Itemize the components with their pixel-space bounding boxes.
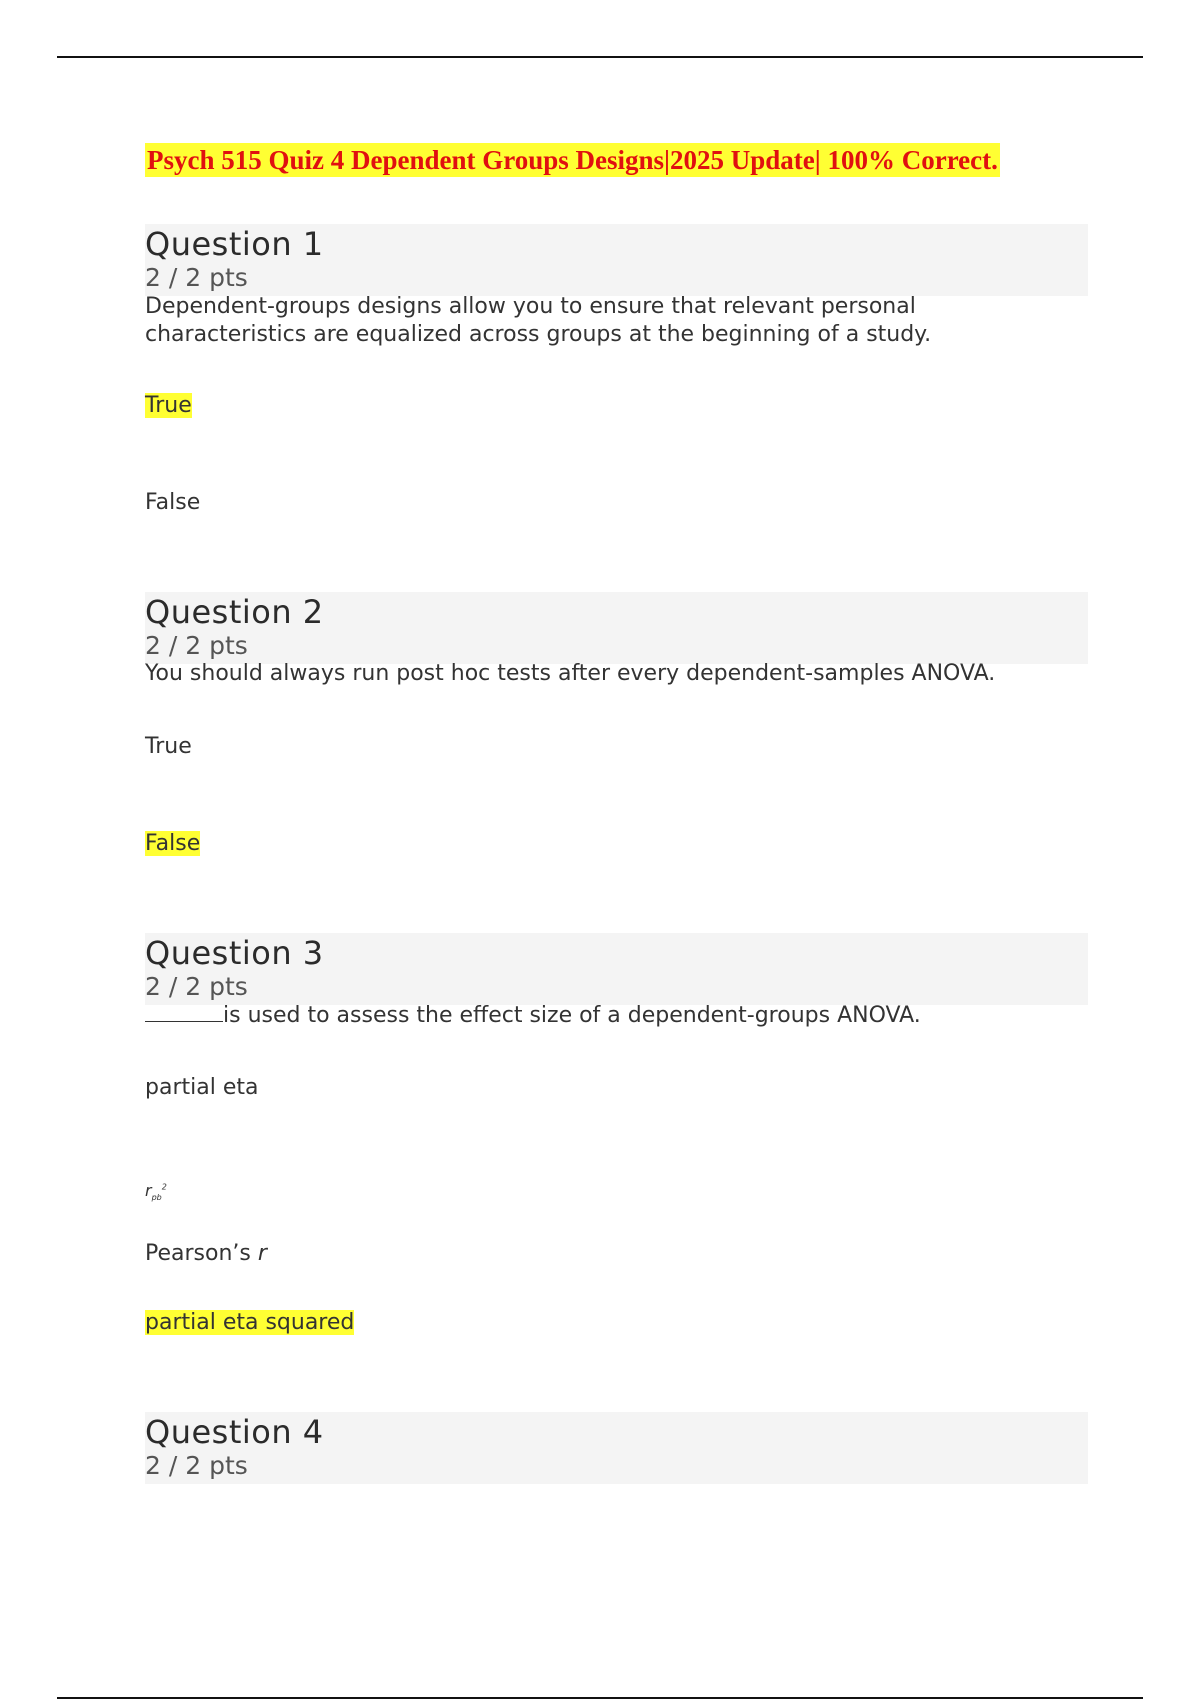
question-text: is used to assess the effect size of a dependent-groups ANOVA. bbox=[145, 1001, 1045, 1030]
question-title: Question 3 bbox=[145, 934, 324, 972]
question-4-header bbox=[145, 1412, 1088, 1484]
document-title: Psych 515 Quiz 4 Dependent Groups Designs|2025 Update| 100% Correct. bbox=[147, 145, 998, 175]
question-text: You should always run post hoc tests after every dependent-samples ANOVA. bbox=[145, 661, 996, 686]
question-2-header bbox=[145, 592, 1088, 664]
answer-option-correct[interactable]: True bbox=[145, 393, 192, 418]
answer-option-correct[interactable]: False bbox=[145, 831, 201, 856]
answer-option[interactable]: partial eta bbox=[145, 1075, 259, 1100]
question-points: 2 / 2 pts bbox=[145, 263, 248, 292]
top-rule bbox=[57, 56, 1143, 58]
question-title: Question 2 bbox=[145, 593, 324, 631]
question-points: 2 / 2 pts bbox=[145, 631, 248, 660]
question-title: Question 1 bbox=[145, 225, 324, 263]
answer-option[interactable]: Pearson’s r bbox=[145, 1241, 267, 1266]
answer-option[interactable]: False bbox=[145, 490, 201, 515]
fill-in-blank bbox=[145, 1001, 223, 1022]
question-points: 2 / 2 pts bbox=[145, 1451, 248, 1480]
answer-option[interactable]: True bbox=[145, 734, 192, 759]
question-3-header bbox=[145, 933, 1088, 1005]
question-text: Dependent-groups designs allow you to ensure that relevant personal characteristics are equalized across groups at the beginning of a study. bbox=[145, 294, 932, 347]
bottom-rule bbox=[57, 1697, 1143, 1699]
question-points: 2 / 2 pts bbox=[145, 972, 248, 1001]
question-title: Question 4 bbox=[145, 1413, 324, 1451]
answer-option-correct[interactable]: partial eta squared bbox=[145, 1310, 355, 1335]
question-1-header bbox=[145, 224, 1088, 296]
answer-option[interactable]: $r_{pb}^2$ bbox=[145, 1181, 167, 1203]
